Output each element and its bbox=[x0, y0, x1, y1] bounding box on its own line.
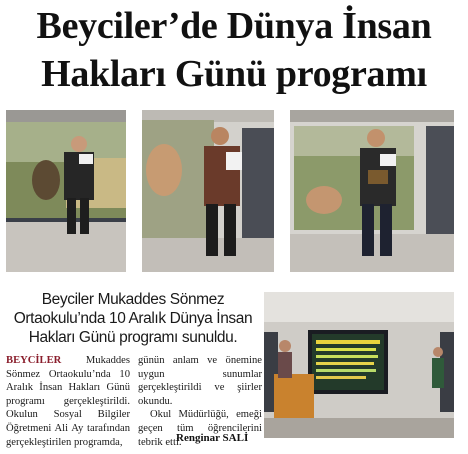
headline bbox=[0, 2, 468, 98]
subhead-line-2: Ortaokulu’nda 10 Aralık Dünya İnsan bbox=[13, 310, 253, 327]
photo-student-3 bbox=[290, 110, 454, 272]
photo-stage-wide bbox=[264, 292, 454, 438]
subhead-line-3: Hakları Günü programı sunuldu. bbox=[28, 329, 238, 346]
photo-student-1 bbox=[6, 110, 126, 272]
column-2-paragraph-1: günün anlam ve önemine uygun sunumlar gerçekleştirildi ve şiirler okundu. bbox=[138, 355, 262, 407]
byline: Renginar SALİ bbox=[176, 432, 249, 444]
article-column-1 bbox=[6, 354, 130, 449]
headline-line-2: Hakları Günü programı bbox=[41, 53, 427, 95]
subhead bbox=[6, 290, 260, 347]
subhead-line-1: Beyciler Mukaddes Sönmez bbox=[41, 291, 225, 308]
column-1-text: Mukaddes Sönmez Ortaokulu’nda 10 Aralık İnsan Hakları Günü programı gerçekleştirildi. Okulun Sosyal Bilgiler Öğretmeni Ali Ay tarafından gerçekleştirilen programda, bbox=[6, 355, 130, 448]
photo-student-2 bbox=[142, 110, 274, 272]
column-2-paragraph-2: Okul Müdürlüğü, emeği geçen tüm öğrencilerini tebrik etti. bbox=[138, 409, 262, 448]
lead-word: BEYCİLER bbox=[6, 355, 62, 366]
headline-line-1: Beyciler’de Dünya İnsan bbox=[36, 5, 432, 47]
